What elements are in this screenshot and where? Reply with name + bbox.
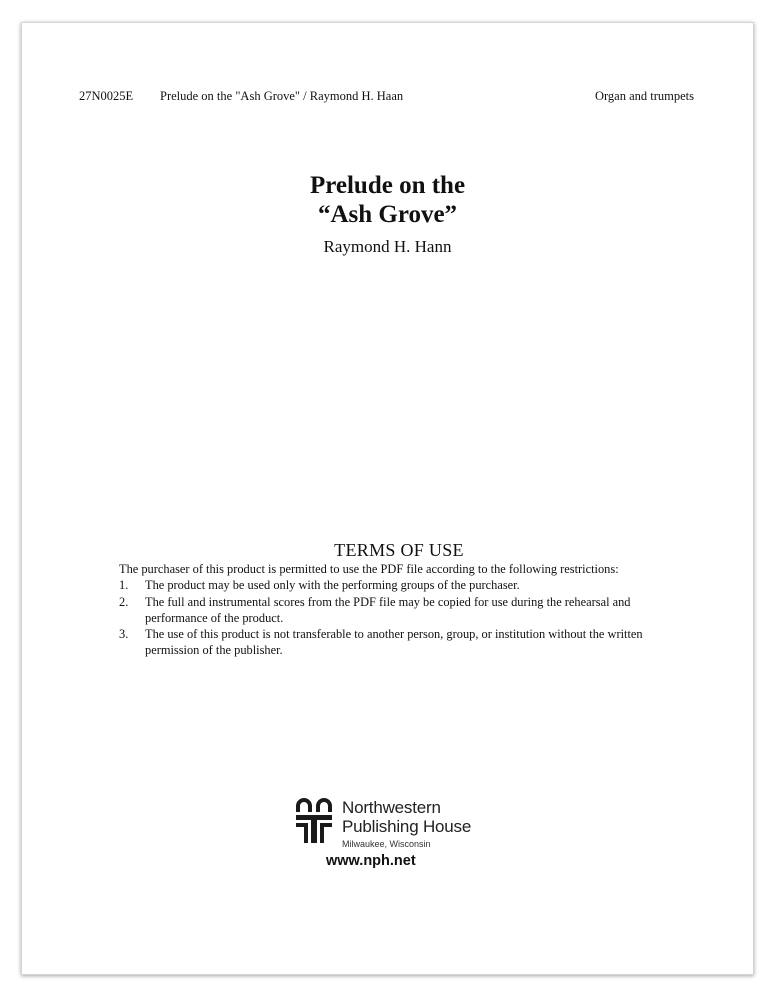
header-product-code: 27N0025E <box>79 89 134 103</box>
title-line-1: Prelude on the <box>309 172 466 199</box>
header-title-composer: Prelude on the "Ash Grove" / Raymond H. Haan <box>160 89 404 103</box>
document-page <box>21 22 754 975</box>
title-line-2: “Ash Grove” <box>317 201 458 228</box>
publisher-logo <box>294 795 494 885</box>
terms-item <box>119 594 679 627</box>
nph-cross-logo-icon <box>294 798 334 844</box>
publisher-name-line-1: Northwestern <box>342 798 441 817</box>
publisher-url[interactable]: www.nph.net <box>326 853 416 869</box>
terms-item <box>119 626 679 659</box>
publisher-name-line-2: Publishing House <box>342 817 472 836</box>
terms-item-text: The full and instrumental scores from the PDF file may be copied for use during the rehearsal and performance of the product. <box>145 594 631 625</box>
terms-of-use <box>119 539 679 659</box>
terms-heading: TERMS OF USE <box>334 540 464 560</box>
composer-name: Raymond H. Hann <box>323 237 452 256</box>
terms-list <box>119 577 679 658</box>
terms-item-number: 3. <box>119 627 129 642</box>
terms-item-number: 1. <box>119 578 129 593</box>
publisher-city: Milwaukee, Wisconsin <box>342 839 431 849</box>
terms-item <box>119 577 679 593</box>
terms-item-number: 2. <box>119 594 129 609</box>
terms-item-text: The use of this product is not transferable to another person, group, or institution without the written permission of the publisher. <box>145 627 643 658</box>
terms-item-text: The product may be used only with the performing groups of the purchaser. <box>145 578 520 593</box>
page-title <box>22 171 753 229</box>
terms-intro: The purchaser of this product is permitted to use the PDF file according to the following restrictions: <box>119 562 619 576</box>
header-instrumentation: Organ and trumpets <box>594 89 694 103</box>
